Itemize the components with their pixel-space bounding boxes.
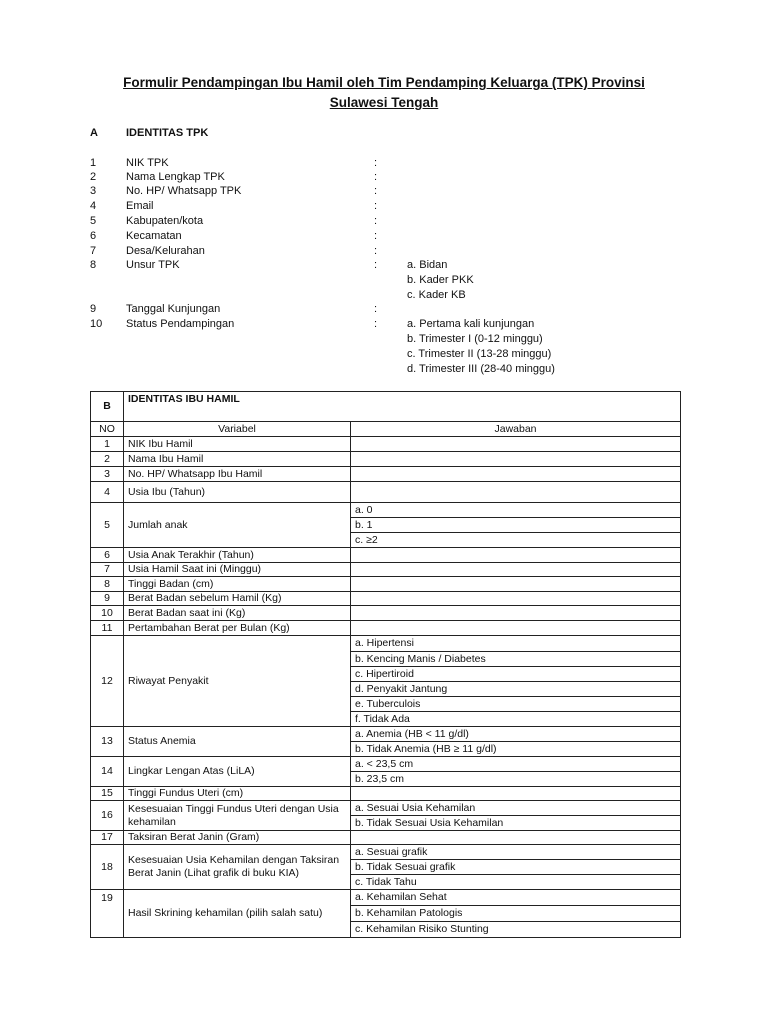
row-number: 15	[91, 787, 124, 801]
table-row	[91, 437, 681, 452]
col-no-header: NO	[91, 422, 124, 437]
tpk-row-unsur-opt-c	[90, 288, 690, 303]
variable-label: Usia Ibu (Tahun)	[124, 482, 351, 503]
row-number: 9	[91, 592, 124, 606]
tpk-row-desa	[90, 244, 690, 259]
table-row	[91, 787, 681, 801]
row-number: 17	[91, 831, 124, 845]
section-b-heading: IDENTITAS IBU HAMIL	[124, 392, 681, 422]
option-cell[interactable]: d. Penyakit Jantung	[351, 682, 681, 697]
table-row	[91, 621, 681, 636]
answer-cell[interactable]	[351, 437, 681, 452]
option-cell[interactable]: b. Kencing Manis / Diabetes	[351, 652, 681, 667]
option-cell[interactable]: a. Anemia (HB < 11 g/dl)	[351, 727, 681, 742]
row-number: 10	[90, 318, 103, 330]
variable-label: NIK Ibu Hamil	[124, 437, 351, 452]
colon: :	[374, 200, 378, 212]
table-row	[91, 577, 681, 592]
variable-label: Riwayat Penyakit	[124, 636, 351, 727]
row-number: 9	[90, 303, 97, 315]
section-a-header	[90, 126, 690, 141]
option-kader-pkk[interactable]: b. Kader PKK	[407, 274, 474, 286]
option-cell[interactable]: b. 23,5 cm	[351, 772, 681, 787]
variable-label: Tinggi Fundus Uteri (cm)	[124, 787, 351, 801]
col-jawaban-header: Jawaban	[351, 422, 681, 437]
answer-cell[interactable]	[351, 563, 681, 577]
tpk-row-nama	[90, 170, 690, 185]
colon: :	[374, 303, 378, 315]
option-bidan[interactable]: a. Bidan	[407, 259, 448, 271]
tpk-row-kecamatan	[90, 229, 690, 244]
table-row	[91, 592, 681, 606]
variable-label: Jumlah anak	[124, 503, 351, 548]
row-number: 19	[91, 890, 124, 938]
answer-cell[interactable]	[351, 621, 681, 636]
tpk-row-email	[90, 199, 690, 214]
field-label: No. HP/ Whatsapp TPK	[126, 185, 242, 197]
colon: :	[374, 230, 378, 242]
field-label: Tanggal Kunjungan	[126, 303, 221, 315]
table-row	[91, 845, 681, 860]
option-cell[interactable]: c. Kehamilan Risiko Stunting	[351, 922, 681, 938]
table-row	[91, 757, 681, 772]
tpk-row-nik	[90, 156, 690, 171]
tpk-row-unsur	[90, 258, 690, 273]
variable-label: Tinggi Badan (cm)	[124, 577, 351, 592]
section-b-letter: B	[91, 392, 124, 422]
variable-label: Kesesuaian Tinggi Fundus Uteri dengan Usia kehamilan	[124, 801, 351, 831]
answer-cell[interactable]	[351, 452, 681, 467]
variable-label: Taksiran Berat Janin (Gram)	[124, 831, 351, 845]
tpk-row-status	[90, 317, 690, 332]
answer-cell[interactable]	[351, 577, 681, 592]
variable-label: Usia Hamil Saat ini (Minggu)	[124, 563, 351, 577]
answer-cell[interactable]	[351, 548, 681, 563]
option-cell[interactable]: c. Hipertiroid	[351, 667, 681, 682]
row-number: 14	[91, 757, 124, 787]
option-cell[interactable]: e. Tuberculois	[351, 697, 681, 712]
table-row	[91, 482, 681, 503]
option-cell[interactable]: a. Hipertensi	[351, 636, 681, 652]
colon: :	[374, 318, 378, 330]
table-row	[91, 452, 681, 467]
variable-label: No. HP/ Whatsapp Ibu Hamil	[124, 467, 351, 482]
title-line-2: Sulawesi Tengah	[329, 95, 439, 110]
table-row	[91, 467, 681, 482]
row-number: 3	[90, 185, 97, 197]
row-number: 4	[91, 482, 124, 503]
row-number: 6	[90, 230, 97, 242]
option-cell[interactable]: c. Tidak Tahu	[351, 875, 681, 890]
answer-cell[interactable]	[351, 592, 681, 606]
row-number: 2	[91, 452, 124, 467]
option-cell[interactable]: b. Tidak Anemia (HB ≥ 11 g/dl)	[351, 742, 681, 757]
variable-label: Kesesuaian Usia Kehamilan dengan Taksiran Berat Janin (Lihat grafik di buku KIA)	[124, 845, 351, 890]
tpk-row-tanggal	[90, 302, 690, 317]
field-label: NIK TPK	[126, 157, 169, 169]
option-cell[interactable]: b. Tidak Sesuai grafik	[351, 860, 681, 875]
field-label: Desa/Kelurahan	[126, 245, 205, 257]
field-label: Kecamatan	[126, 230, 182, 242]
row-number: 7	[91, 563, 124, 577]
variable-label: Status Anemia	[124, 727, 351, 757]
form-title	[80, 73, 688, 113]
row-number: 16	[91, 801, 124, 831]
option-cell[interactable]: f. Tidak Ada	[351, 712, 681, 727]
option-cell[interactable]: b. Kehamilan Patologis	[351, 906, 681, 922]
table-row	[91, 606, 681, 621]
row-number: 13	[91, 727, 124, 757]
variable-label: Nama Ibu Hamil	[124, 452, 351, 467]
variable-label: Usia Anak Terakhir (Tahun)	[124, 548, 351, 563]
colon: :	[374, 157, 378, 169]
row-number: 5	[90, 215, 97, 227]
option-cell[interactable]: a. < 23,5 cm	[351, 757, 681, 772]
row-number: 1	[90, 157, 97, 169]
row-number: 5	[91, 503, 124, 548]
colon: :	[374, 171, 378, 183]
tpk-row-unsur-opt-b	[90, 273, 690, 288]
field-label: Email	[126, 200, 154, 212]
row-number: 10	[91, 606, 124, 621]
tpk-row-status-opt-b	[90, 332, 690, 347]
variable-label: Pertambahan Berat per Bulan (Kg)	[124, 621, 351, 636]
answer-cell[interactable]	[351, 482, 681, 503]
section-a-letter: A	[90, 127, 98, 139]
tpk-row-hp	[90, 184, 690, 199]
row-number: 2	[90, 171, 97, 183]
row-number: 4	[90, 200, 97, 212]
variable-label: Berat Badan sebelum Hamil (Kg)	[124, 592, 351, 606]
colon: :	[374, 245, 378, 257]
option-cell[interactable]: a. Sesuai Usia Kehamilan	[351, 801, 681, 816]
option-trimester-2[interactable]: c. Trimester II (13-28 minggu)	[407, 348, 552, 360]
table-row	[91, 831, 681, 845]
tpk-row-kabupaten	[90, 214, 690, 229]
option-cell[interactable]: b. 1	[351, 518, 681, 533]
table-row	[91, 563, 681, 577]
option-cell[interactable]: c. ≥2	[351, 533, 681, 548]
title-line-1: Formulir Pendampingan Ibu Hamil oleh Tim Pendamping Keluarga (TPK) Provinsi	[123, 75, 645, 90]
row-number: 11	[91, 621, 124, 636]
option-cell[interactable]: a. Kehamilan Sehat	[351, 890, 681, 906]
field-label: Status Pendampingan	[126, 318, 235, 330]
colon: :	[374, 259, 378, 271]
table-row	[91, 548, 681, 563]
row-number: 8	[90, 259, 97, 271]
table-row	[91, 636, 681, 652]
tpk-row-status-opt-d	[90, 362, 690, 377]
field-label: Kabupaten/kota	[126, 215, 204, 227]
option-trimester-3[interactable]: d. Trimester III (28-40 minggu)	[407, 363, 555, 375]
row-number: 1	[91, 437, 124, 452]
field-label: Unsur TPK	[126, 259, 180, 271]
section-a-heading: IDENTITAS TPK	[126, 127, 209, 139]
row-number: 7	[90, 245, 97, 257]
row-number: 12	[91, 636, 124, 727]
option-cell[interactable]: a. 0	[351, 503, 681, 518]
option-pertama-kali[interactable]: a. Pertama kali kunjungan	[407, 318, 535, 330]
field-label: Nama Lengkap TPK	[126, 171, 225, 183]
col-variabel-header: Variabel	[124, 422, 351, 437]
answer-cell[interactable]	[351, 831, 681, 845]
row-number: 3	[91, 467, 124, 482]
answer-cell[interactable]	[351, 606, 681, 621]
tpk-row-status-opt-c	[90, 347, 690, 362]
option-cell[interactable]: b. Tidak Sesuai Usia Kehamilan	[351, 816, 681, 831]
option-cell[interactable]: a. Sesuai grafik	[351, 845, 681, 860]
colon: :	[374, 215, 378, 227]
variable-label: Berat Badan saat ini (Kg)	[124, 606, 351, 621]
row-number: 8	[91, 577, 124, 592]
option-trimester-1[interactable]: b. Trimester I (0-12 minggu)	[407, 333, 543, 345]
table-row	[91, 890, 681, 906]
answer-cell[interactable]	[351, 467, 681, 482]
row-number: 18	[91, 845, 124, 890]
variable-label: Lingkar Lengan Atas (LiLA)	[124, 757, 351, 787]
answer-cell[interactable]	[351, 787, 681, 801]
table-row	[91, 801, 681, 816]
table-row	[91, 727, 681, 742]
row-number: 6	[91, 548, 124, 563]
table-row	[91, 503, 681, 518]
colon: :	[374, 185, 378, 197]
option-kader-kb[interactable]: c. Kader KB	[407, 289, 466, 301]
variable-label: Hasil Skrining kehamilan (pilih salah satu)	[124, 890, 351, 938]
ibu-hamil-table	[90, 391, 681, 938]
